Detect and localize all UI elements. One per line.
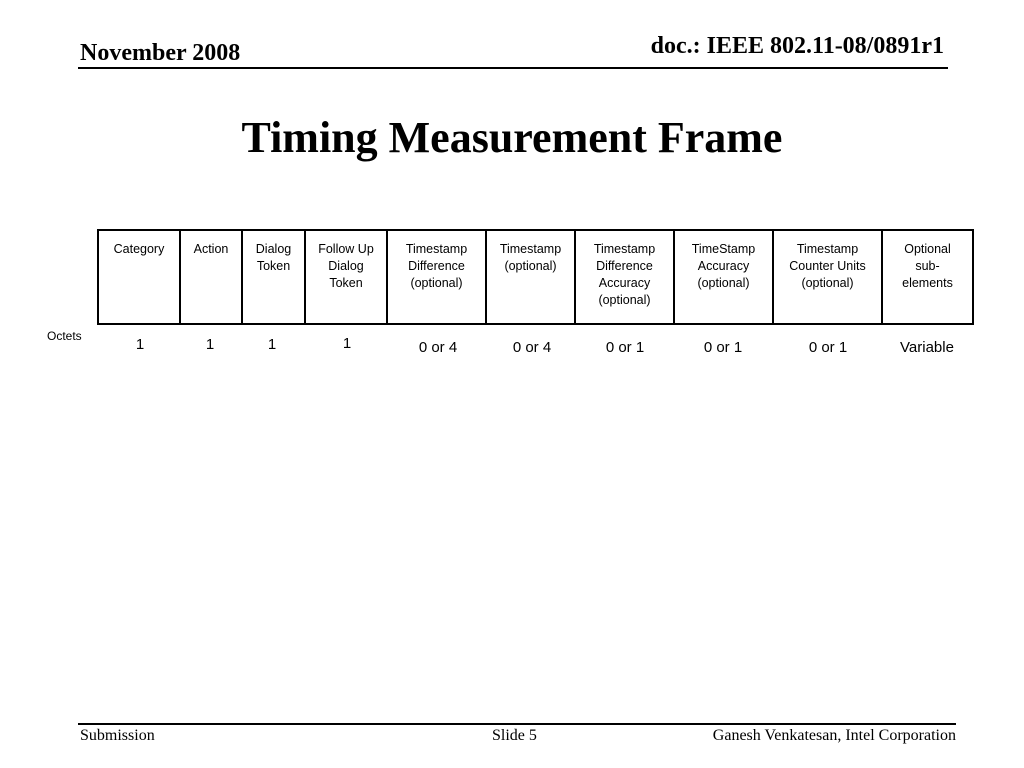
field-timestamp-accuracy: TimeStamp Accuracy (optional) bbox=[675, 231, 774, 323]
octets-action: 1 bbox=[205, 336, 215, 353]
footer-divider bbox=[78, 723, 956, 725]
octets-timestamp-difference: 0 or 4 bbox=[418, 339, 458, 356]
footer-author: Ganesh Venkatesan, Intel Corporation bbox=[712, 727, 956, 744]
header-date: November 2008 bbox=[80, 40, 241, 66]
field-category: Category bbox=[99, 231, 181, 323]
octets-optional-subelements: Variable bbox=[900, 339, 954, 356]
footer-slide-number: Slide 5 bbox=[492, 727, 537, 744]
field-follow-up-dialog-token: Follow Up Dialog Token bbox=[306, 231, 388, 323]
frame-format-table bbox=[97, 229, 974, 325]
octets-label: Octets bbox=[47, 329, 82, 343]
octets-timestamp-counter-units: 0 or 1 bbox=[808, 339, 848, 356]
footer-submission: Submission bbox=[80, 727, 155, 744]
slide-title: Timing Measurement Frame bbox=[241, 113, 783, 162]
header-divider bbox=[78, 67, 948, 69]
field-optional-subelements: Optional sub- elements bbox=[902, 242, 953, 290]
octets-timestamp: 0 or 4 bbox=[512, 339, 552, 356]
octets-follow-up-dialog-token: 1 bbox=[342, 335, 352, 352]
field-timestamp-counter-units: Timestamp Counter Units (optional) bbox=[774, 231, 883, 323]
octets-category: 1 bbox=[135, 336, 145, 353]
octets-timestamp-difference-accuracy: 0 or 1 bbox=[605, 339, 645, 356]
field-timestamp-difference: Timestamp Difference (optional) bbox=[388, 231, 487, 323]
octets-dialog-token: 1 bbox=[267, 336, 277, 353]
field-timestamp-difference-accuracy: Timestamp Difference Accuracy (optional) bbox=[576, 231, 675, 323]
field-action: Action bbox=[181, 231, 243, 323]
field-dialog-token: Dialog Token bbox=[243, 231, 306, 323]
octets-timestamp-accuracy: 0 or 1 bbox=[703, 339, 743, 356]
field-timestamp: Timestamp (optional) bbox=[487, 231, 576, 323]
header-doc-id: doc.: IEEE 802.11-08/0891r1 bbox=[650, 33, 944, 59]
